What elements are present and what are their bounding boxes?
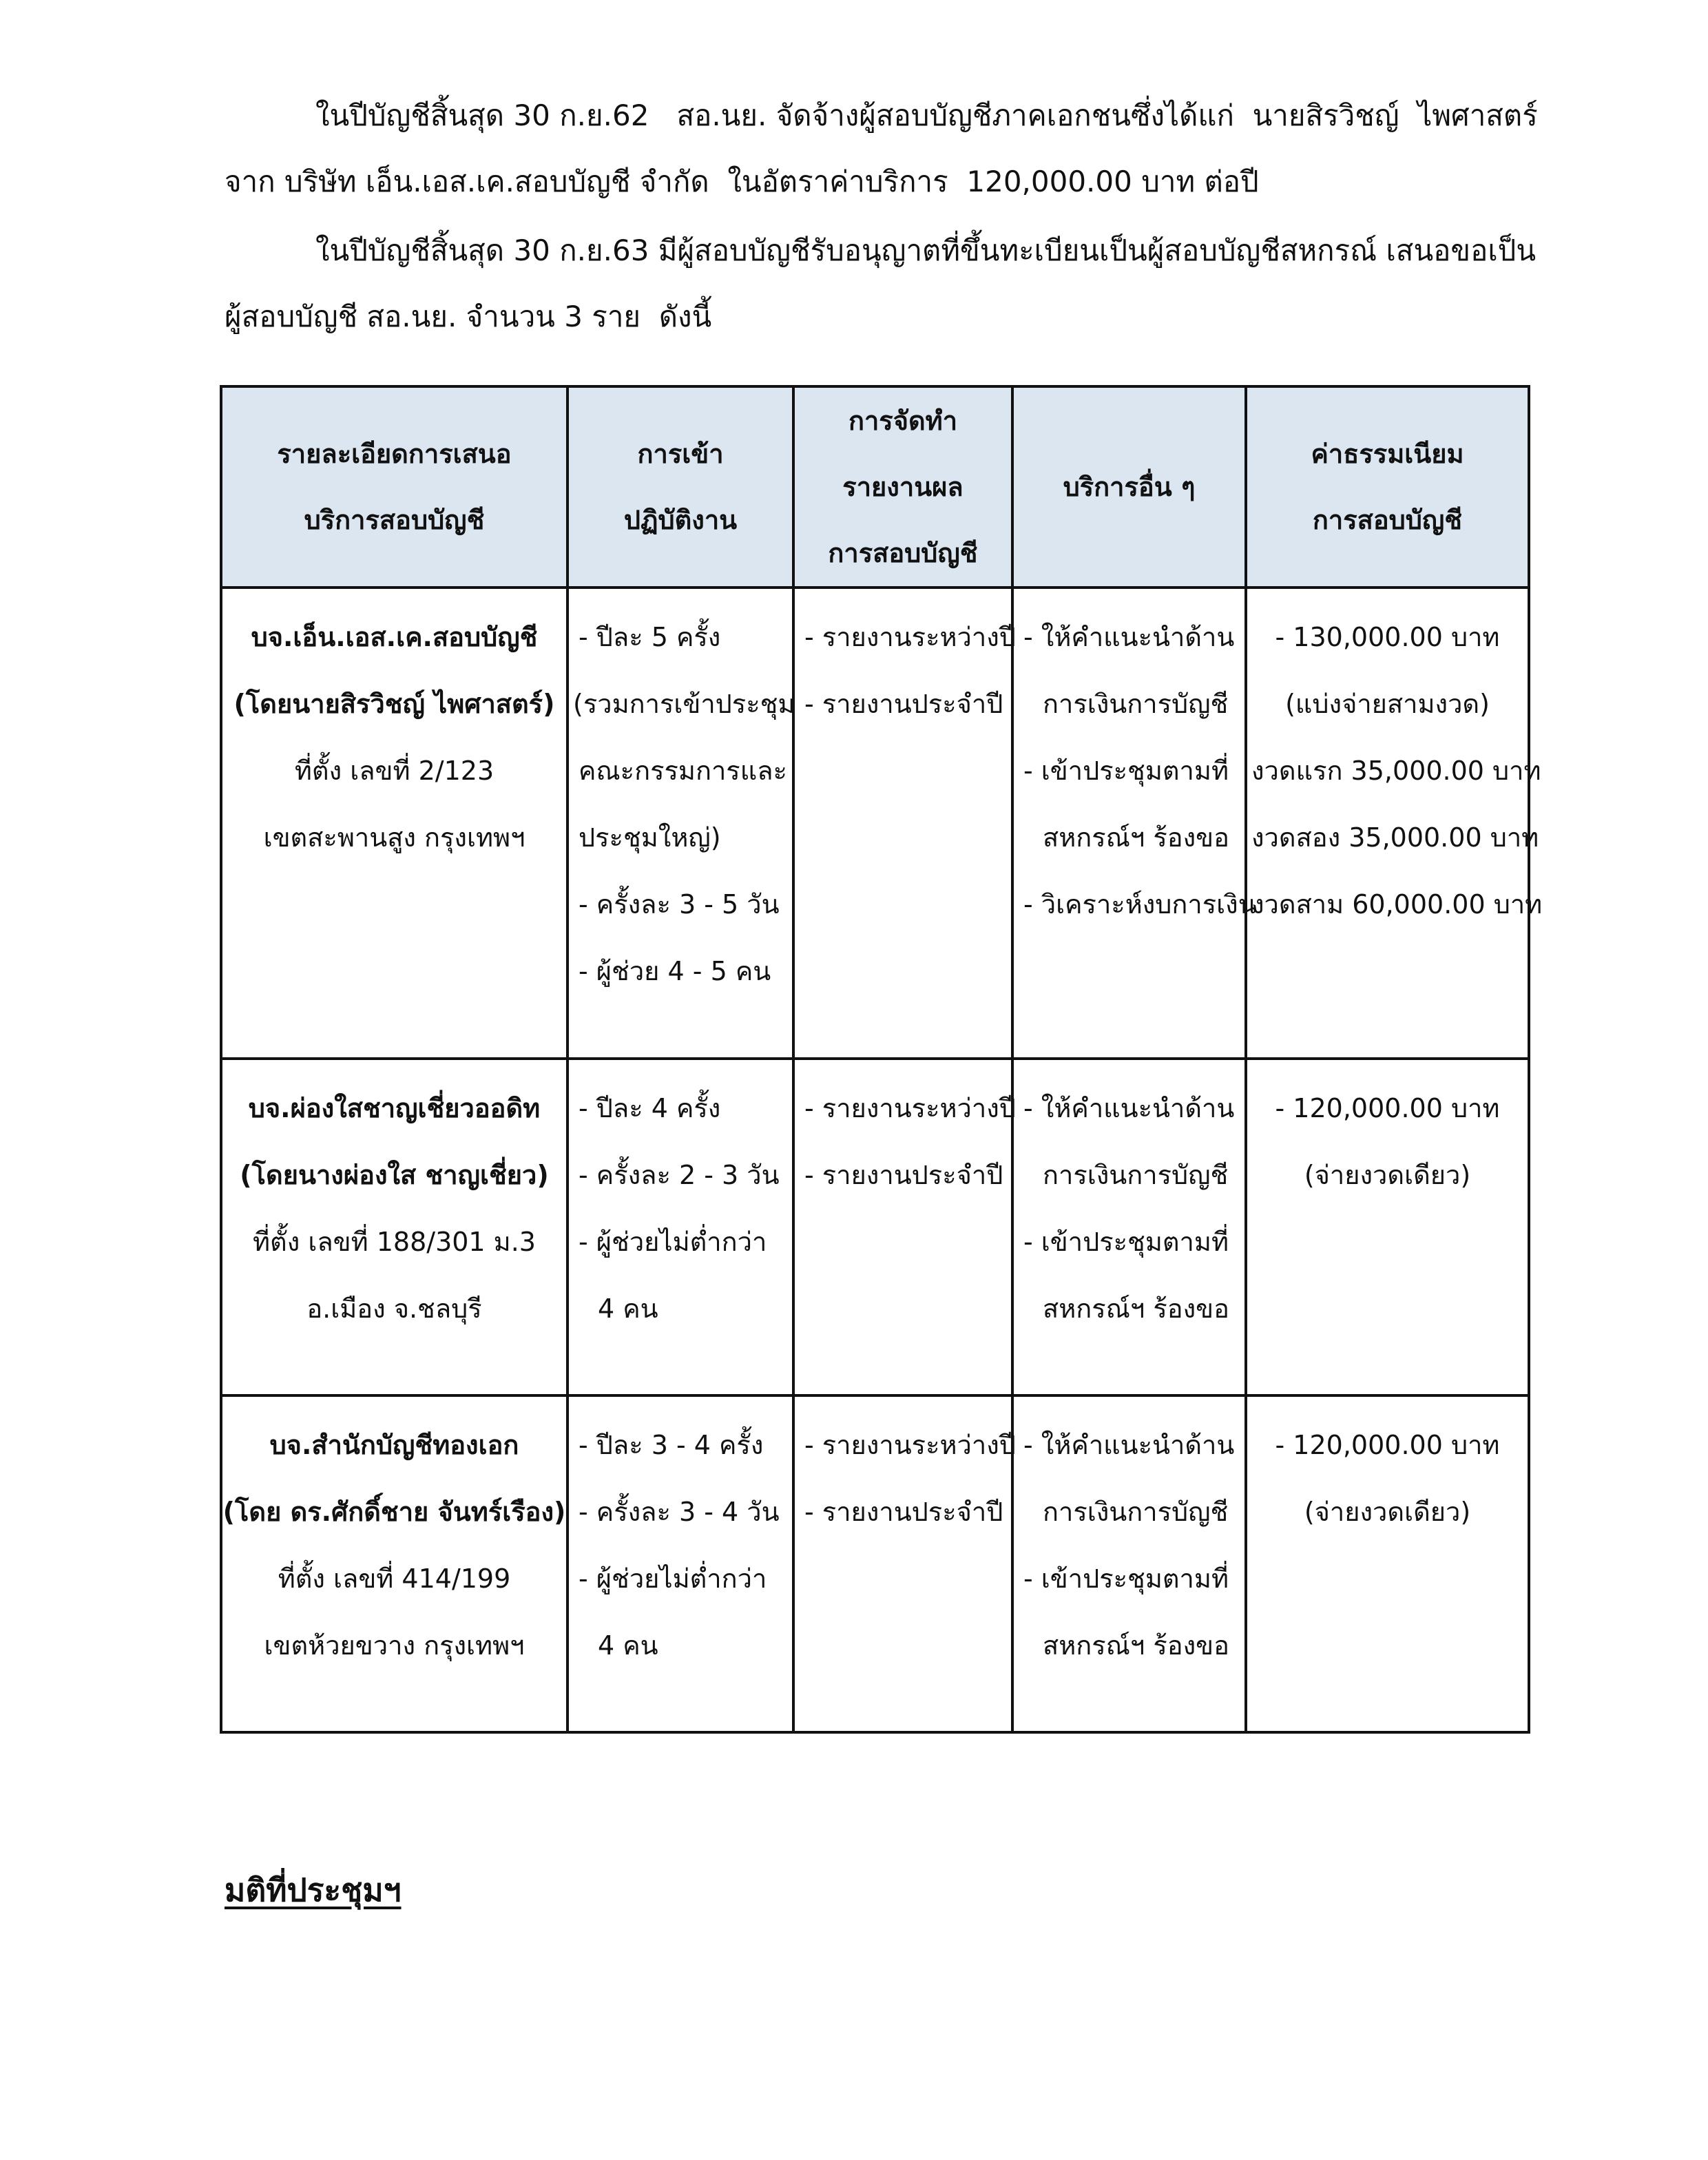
cell-proposal-detail [221, 1059, 567, 1395]
cell-line: เขตสะพานสูง กรุงเทพฯ [263, 822, 525, 853]
meeting-resolution-heading: มติที่ประชุมฯ [225, 1871, 402, 1909]
cell-field-practice [567, 1059, 793, 1395]
intro-paragraph-line-3: ในปีบัญชีสิ้นสุด 30 ก.ย.63 มีผู้สอบบัญชีรับอนุญาตที่ขึ้นทะเบียนเป็นผู้สอบบัญชีสหกรณ์ เสนอขอเป็น [315, 233, 1537, 267]
cell-line: - ผู้ช่วย 4 - 5 คน [579, 956, 771, 986]
cell-other-services [1012, 1395, 1246, 1732]
cell-line: - รายงานประจำปี [804, 1497, 1003, 1527]
cell-line: - ปีละ 4 ครั้ง [579, 1093, 721, 1123]
header-text: รายงานผล [842, 472, 964, 502]
cell-line: - รายงานระหว่างปี [804, 1430, 1016, 1460]
cell-field-practice [567, 588, 793, 1059]
cell-line: - ครั้งละ 3 - 5 วัน [579, 889, 780, 920]
cell-line: การเงินการบัญชี [1043, 689, 1229, 719]
header-text: ค่าธรรมเนียม [1311, 439, 1464, 469]
cell-line: (โดยนางผ่องใส ชาญเชี่ยว) [240, 1160, 549, 1190]
header-other-services [1012, 386, 1246, 588]
table-row [221, 588, 1529, 1059]
cell-line: คณะกรรมการและ [579, 756, 787, 786]
intro-paragraph-line-1: ในปีบัญชีสิ้นสุด 30 ก.ย.62 สอ.นย. จัดจ้างผู้สอบบัญชีภาคเอกชนซึ่งได้แก่ นายสิรวิชญ์ ไพศาสตร์ [315, 98, 1538, 132]
header-field-practice [567, 386, 793, 588]
cell-field-practice [567, 1395, 793, 1732]
cell-line: - เข้าประชุมตามที่ [1023, 1227, 1229, 1257]
cell-audit-fee [1246, 1059, 1529, 1395]
cell-proposal-detail [221, 1395, 567, 1732]
header-text: การจัดทำ [848, 406, 958, 436]
cell-line: - 130,000.00 บาท [1275, 622, 1500, 652]
cell-line: 4 คน [598, 1630, 658, 1661]
cell-audit-fee [1246, 588, 1543, 1059]
header-text: บริการอื่น ๆ [1063, 472, 1196, 502]
table-row [221, 1059, 1529, 1395]
cell-line: (รวมการเข้าประชุม [573, 689, 795, 719]
cell-line: - ให้คำแนะนำด้าน [1023, 1093, 1235, 1123]
cell-line: 4 คน [598, 1294, 658, 1324]
cell-line: สหกรณ์ฯ ร้องขอ [1043, 1294, 1229, 1324]
cell-line: เขตห้วยขวาง กรุงเทพฯ [264, 1630, 525, 1661]
header-text: บริการสอบบัญชี [304, 505, 485, 535]
cell-line: การเงินการบัญชี [1043, 1160, 1229, 1190]
cell-line: ที่ตั้ง เลขที่ 2/123 [294, 756, 494, 786]
cell-audit-fee [1246, 1395, 1529, 1732]
cell-other-services [1012, 1059, 1246, 1395]
intro-paragraph-line-2: จาก บริษัท เอ็น.เอส.เค.สอบบัญชี จำกัด ในอัตราค่าบริการ 120,000.00 บาท ต่อปี [225, 165, 1259, 198]
cell-proposal-detail [221, 588, 567, 1059]
cell-line: ที่ตั้ง เลขที่ 188/301 ม.3 [253, 1227, 536, 1257]
cell-line: งวดสาม 60,000.00 บาท [1251, 889, 1543, 920]
cell-line: - ครั้งละ 3 - 4 วัน [579, 1497, 780, 1527]
cell-line: ที่ตั้ง เลขที่ 414/199 [278, 1564, 511, 1594]
header-text: การเข้า [637, 439, 724, 469]
cell-line: บจ.สำนักบัญชีทองเอก [269, 1430, 519, 1460]
cell-other-services [1012, 588, 1256, 1059]
header-text: การสอบบัญชี [828, 538, 978, 568]
cell-line: ประชุมใหญ่) [579, 822, 721, 853]
cell-line: - ครั้งละ 2 - 3 วัน [579, 1160, 780, 1190]
cell-line: (จ่ายงวดเดียว) [1304, 1160, 1471, 1190]
cell-line: - เข้าประชุมตามที่ [1023, 756, 1229, 786]
header-audit-fee [1246, 386, 1529, 588]
cell-line: อ.เมือง จ.ชลบุรี [306, 1294, 482, 1324]
cell-line: - ปีละ 5 ครั้ง [579, 622, 721, 652]
cell-line: - ผู้ช่วยไม่ต่ำกว่า [579, 1564, 767, 1594]
cell-line: - รายงานประจำปี [804, 689, 1003, 719]
cell-line: บจ.เอ็น.เอส.เค.สอบบัญชี [251, 622, 538, 652]
cell-line: - วิเคราะห์งบการเงิน [1023, 889, 1256, 920]
cell-line: การเงินการบัญชี [1043, 1497, 1229, 1527]
cell-report-preparation [793, 588, 1016, 1059]
header-text: การสอบบัญชี [1312, 505, 1463, 535]
header-text: รายละเอียดการเสนอ [277, 439, 512, 469]
header-proposal-detail [221, 386, 567, 588]
cell-line: (จ่ายงวดเดียว) [1304, 1497, 1471, 1527]
cell-line: - รายงานประจำปี [804, 1160, 1003, 1190]
cell-line: - 120,000.00 บาท [1275, 1430, 1500, 1460]
cell-line: - 120,000.00 บาท [1275, 1093, 1500, 1123]
table-header-row [221, 386, 1529, 588]
cell-report-preparation [793, 1395, 1016, 1732]
cell-line: (โดย ดร.ศักดิ์ชาย จันทร์เรือง) [222, 1497, 566, 1527]
cell-line: (โดยนายสิรวิชญ์ ไพศาสตร์) [233, 689, 555, 719]
cell-line: สหกรณ์ฯ ร้องขอ [1043, 1630, 1229, 1661]
cell-line: - เข้าประชุมตามที่ [1023, 1564, 1229, 1594]
cell-line: งวดแรก 35,000.00 บาท [1251, 756, 1541, 786]
intro-paragraph-line-4: ผู้สอบบัญชี สอ.นย. จำนวน 3 ราย ดังนี้ [225, 300, 712, 333]
cell-line: - ผู้ช่วยไม่ต่ำกว่า [579, 1227, 767, 1257]
cell-line: - รายงานระหว่างปี [804, 622, 1016, 652]
cell-line: - ปีละ 3 - 4 ครั้ง [579, 1430, 764, 1460]
cell-report-preparation [793, 1059, 1016, 1395]
cell-line: - รายงานระหว่างปี [804, 1093, 1016, 1123]
table-row [221, 1395, 1529, 1732]
cell-line: บจ.ผ่องใสชาญเชี่ยวออดิท [248, 1093, 541, 1123]
auditor-proposals-table [220, 385, 1543, 1734]
header-report-preparation [793, 386, 1012, 588]
cell-line: งวดสอง 35,000.00 บาท [1251, 822, 1539, 853]
cell-line: สหกรณ์ฯ ร้องขอ [1043, 822, 1229, 853]
cell-line: - ให้คำแนะนำด้าน [1023, 622, 1235, 652]
cell-line: - ให้คำแนะนำด้าน [1023, 1430, 1235, 1460]
cell-line: (แบ่งจ่ายสามงวด) [1285, 689, 1490, 719]
header-text: ปฏิบัติงาน [623, 505, 738, 535]
